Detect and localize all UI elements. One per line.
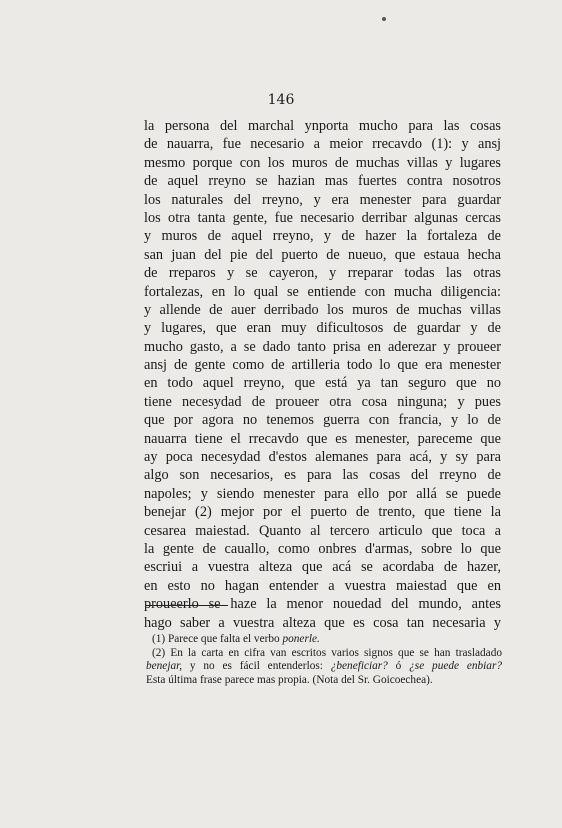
footnotes-block — [146, 633, 502, 687]
footnote-divider — [146, 605, 228, 606]
text-line: la persona del marchal ynporta mucho para las cosas — [144, 118, 501, 134]
text-line: que por agora no tenemos guerra con francia, y lo de — [144, 412, 501, 429]
text-line: nauarra tiene el rrecavdo que es menester, pareceme que — [144, 430, 501, 447]
footnote-2-term: benejar, — [146, 660, 183, 672]
text-line: tiene necesydad de proueer otra cosa ninguna; y pues — [144, 393, 501, 410]
text-line: y muros de aquel rreyno, y de hazer la fortaleza de — [144, 228, 501, 245]
text-line: y allende de auer derribado los muros de muchas villas — [144, 301, 501, 318]
main-text-block — [144, 117, 501, 632]
page-number: 146 — [267, 92, 295, 108]
footnote-2-text: y no es fácil entenderlos: — [182, 660, 331, 672]
text-line: en esto no hagan entender a vuestra maiestad que en — [144, 577, 501, 594]
text-line: prouee​rlo se haze la menor nouedad del mundo, antes — [144, 596, 501, 613]
text-line: fortalezas, en lo qual se entiende con mucha diligencia: — [144, 283, 501, 300]
text-line: benejar (2) mejor por el puerto de trento, que tiene la — [144, 504, 501, 521]
text-line: cesarea maiestad. Quanto al tercero articulo que toca a — [144, 522, 501, 539]
text-line: de nauarra, fue necesario a meior rrecavdo (1): y ansj — [144, 136, 501, 153]
text-line: de rreparos y se cayeron, y rreparar todas las otras — [144, 265, 501, 282]
text-line: la gente de cauallo, como onbres d'armas, sobre lo que — [144, 540, 501, 557]
footnote-1-text: (1) Parece que falta el verbo — [152, 633, 283, 645]
footnote-1-italic: ponerle. — [282, 633, 320, 645]
ink-speck — [382, 17, 386, 21]
footnote-2-option-1: ¿beneficiar? — [330, 660, 388, 672]
footnote-2-line-2 — [146, 660, 502, 674]
text-line: los naturales del rreyno, y era menester para guardar — [144, 191, 501, 208]
text-line: mesmo porque con los muros de muchas villas y lugares — [144, 154, 501, 171]
text-line: y lugares, que eran muy dificultosos de guardar y de — [144, 320, 501, 337]
footnote-2-line-1: (2) En la carta en cifra van escritos varios signos que se han trasladado — [152, 646, 502, 659]
text-line: ansj de gente como de artilleria todo lo que era menester — [144, 357, 501, 374]
text-line: hago saber a vuestra alteza que es cosa tan necesaria y — [144, 614, 501, 631]
footnote-2-or: ó — [387, 660, 410, 672]
text-line: algo son necesarios, es para las cosas del rreyno de — [144, 467, 501, 484]
footnote-2-line-3: Esta última frase parece mas propia. (Nota del Sr. Goicoechea). — [146, 673, 433, 686]
text-line: san juan del pie del puerto de nueuo, que estaua hecha — [144, 246, 501, 263]
text-line: ay poca necesydad d'estos alemanes para acá, y sy para — [144, 449, 501, 466]
text-line: napoles; y siendo menester para ello por allá se puede — [144, 485, 501, 502]
text-line: escriui a vuestra alteza que acá se acordaba de hazer, — [144, 559, 501, 576]
text-line: los otra tanta gente, fue necesario derribar algunas cercas — [144, 209, 501, 226]
footnote-1 — [146, 633, 502, 647]
text-line: en todo aquel rreyno, que está ya tan seguro que no — [144, 375, 501, 392]
text-line: de aquel rreyno se hazian mas fuertes contra nosotros — [144, 173, 501, 190]
text-line: mucho gasto, a se dado tanto prisa en aderezar y proueer — [144, 338, 501, 355]
footnote-2-option-2: ¿se puede enbiar? — [409, 660, 502, 672]
